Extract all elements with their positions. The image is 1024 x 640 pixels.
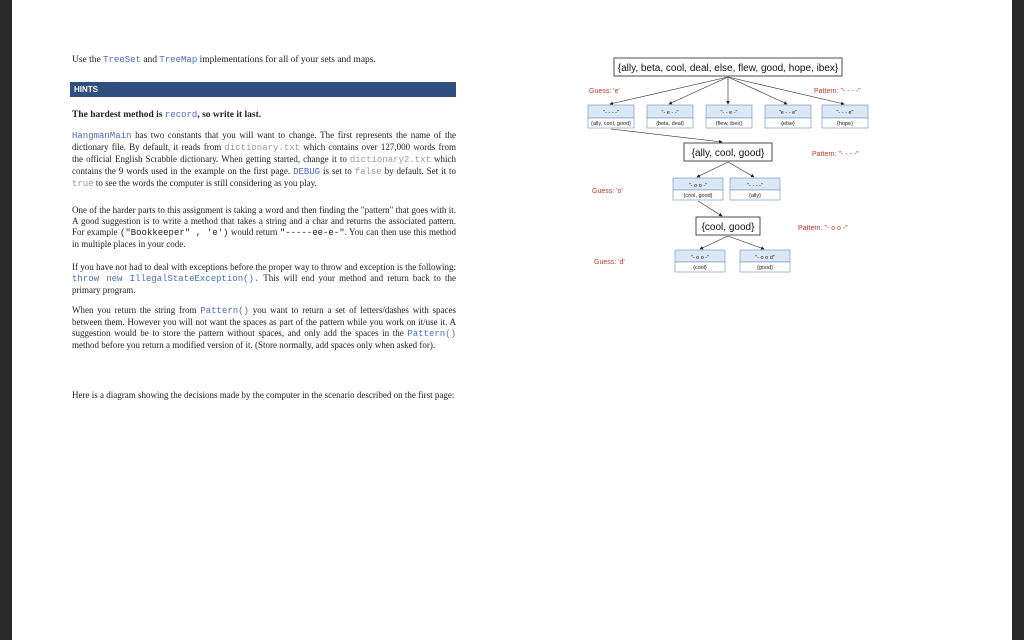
code-treeset: TreeSet	[103, 55, 141, 65]
para2-text2: would return	[228, 227, 280, 237]
node2-label: {ally, cool, good}	[691, 148, 765, 159]
para1-text5: by default. Set it to	[381, 166, 456, 176]
row1-node-4	[822, 105, 868, 128]
code-throw-exception: throw new IllegalStateException().	[72, 274, 260, 284]
row1-pattern-4: "- - - e"	[836, 110, 854, 116]
para1-text6: to see the words the computer is still considering as you play.	[93, 178, 317, 188]
para1-text4: is set to	[320, 166, 355, 176]
guess-e-label: Guess: 'e'	[589, 88, 620, 95]
row1-set-3: {else}	[781, 121, 795, 127]
row1-set-1: {beta, deal}	[656, 121, 684, 127]
row1-pattern-1: "- e - -"	[661, 110, 679, 116]
row1-node-3	[765, 105, 811, 128]
row3-set-1: {good}	[757, 265, 773, 271]
intro-text-mid: and	[140, 55, 160, 65]
diagram-intro-line: Here is a diagram showing the decisions made by the computer in the scenario described on the first page:	[72, 390, 455, 400]
row2-set-0: {cool, good}	[683, 193, 713, 199]
code-hangmanmain: HangmanMain	[72, 131, 132, 141]
row1-pattern-0: "- - - -"	[603, 110, 619, 116]
code-pattern-result: "-----ee-e-"	[279, 228, 345, 238]
para1-text2: which contains over 127,000 words from the official English Scrabble dictionary. When getting started, change it to	[72, 142, 456, 164]
code-debug: DEBUG	[293, 167, 321, 177]
code-false: false	[354, 167, 382, 177]
hints-heading: HINTS	[70, 82, 456, 97]
code-dictionary: dictionary.txt	[224, 143, 301, 153]
row2-node-1	[730, 178, 780, 200]
paragraph-pattern-method	[72, 305, 456, 351]
row1-set-4: {hope}	[837, 121, 853, 127]
para3-text1: If you have not had to deal with exceptions before the proper way to throw and exception is the following:	[72, 262, 456, 272]
paragraph-pattern	[72, 205, 456, 250]
row3-node-0	[675, 250, 725, 272]
para2-text3: . You can then use this method in multiple places in your code.	[72, 227, 456, 249]
node3-label: {cool, good}	[701, 222, 755, 233]
row2-node-0	[673, 178, 723, 200]
pattern-2-label: Pattern: "- - - -"	[812, 151, 859, 158]
code-true: true	[72, 179, 94, 189]
intro-line	[72, 55, 376, 65]
row3-set-0: {cool}	[693, 265, 707, 271]
para1-text1: has two constants that you will want to change. The first represents the name of the dictionary file. By default, it reads from	[72, 130, 456, 152]
para1-text3: which contains the 9 words used in the example on the first page.	[72, 154, 456, 176]
row2-pattern-0: "- o o -"	[688, 183, 708, 189]
paragraph-constants	[72, 130, 456, 190]
root-node-label: {ally, beta, cool, deal, else, flew, good, hope, ibex}	[617, 63, 839, 74]
hardest-text: The hardest method is	[72, 110, 165, 120]
pattern-1-label: Pattern: "- - - -"	[814, 88, 861, 95]
pattern-3-label: Pattern: "- o o -"	[798, 225, 848, 232]
para3-text2: This will end your method and return back to the primary program.	[72, 273, 456, 295]
code-pattern-method-2: Pattern()	[407, 329, 456, 339]
para4-text3: method before you return a modified version of it. (Store normally, add spaces only when asked for).	[72, 340, 436, 350]
code-record: record	[164, 110, 198, 120]
row1-set-2: {flew, ibex}	[715, 121, 743, 127]
row1-node-2	[706, 105, 752, 128]
code-dictionary2: dictionary2.txt	[349, 155, 431, 165]
row1-pattern-2: "- - e -"	[720, 110, 738, 116]
hardest-method-line	[72, 110, 261, 120]
row3-pattern-1: "- o o d"	[755, 255, 775, 261]
row1-node-0	[588, 105, 634, 128]
row3-node-1	[740, 250, 790, 272]
guess-o-label: Guess: 'o'	[592, 188, 623, 195]
row2-set-1: {ally}	[749, 193, 761, 199]
para4-text1: When you return the string from	[72, 305, 201, 315]
hardest-text-post: , so write it last.	[197, 110, 262, 120]
intro-text: Use the	[72, 55, 104, 65]
row1-pattern-3: "e - - e"	[778, 110, 798, 116]
row3-pattern-0: "- o o -"	[690, 255, 710, 261]
guess-d-label: Guess: 'd'	[594, 259, 625, 266]
code-bookkeeper-example: ("Bookkeeper" , 'e')	[119, 228, 229, 238]
para4-text2: you want to return a set of letters/dashes with spaces between them. However you will not want the spaces as part of the pattern while you work on it/use it. A suggestion would be to store the pattern without spaces, and only add the spaces in the	[72, 305, 457, 338]
code-treemap: TreeMap	[159, 55, 198, 65]
para2-text1: One of the harder parts to this assignment is taking a word and then finding the "pattern" that goes with it. A good suggestion is to write a method that takes a string and a char and returns the associated pattern. For example	[72, 205, 456, 237]
row1-set-0: {ally, cool, good}	[591, 121, 631, 127]
intro-text-post: implementations for all of your sets and maps.	[197, 55, 376, 65]
row2-pattern-1: "- - - -"	[747, 183, 763, 189]
document-page	[12, 0, 1012, 640]
code-pattern-method: Pattern()	[200, 306, 249, 316]
row1-node-1	[647, 105, 693, 128]
decision-diagram	[572, 50, 872, 290]
paragraph-exceptions	[72, 262, 456, 296]
